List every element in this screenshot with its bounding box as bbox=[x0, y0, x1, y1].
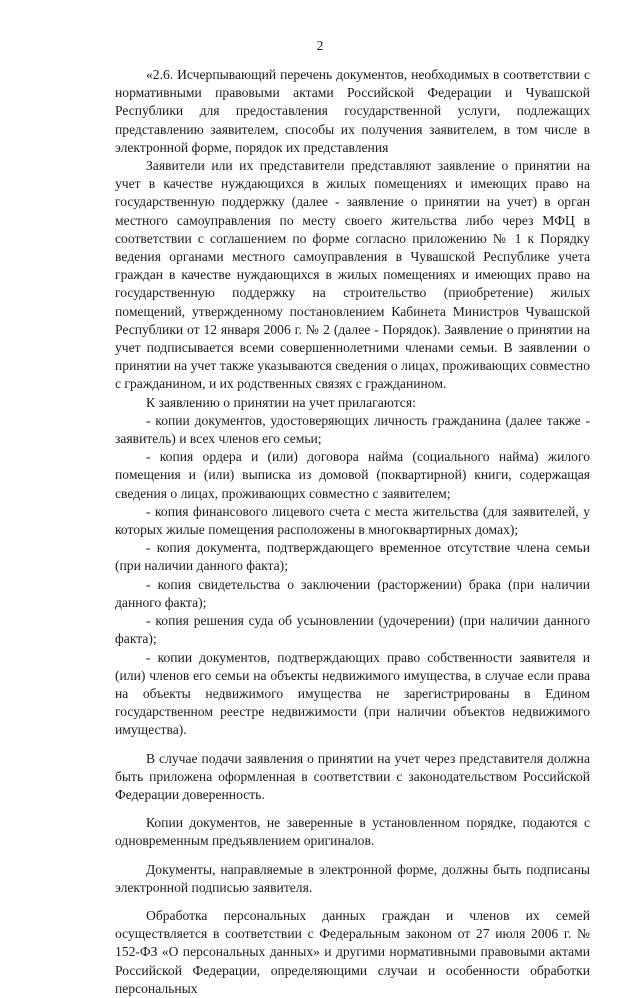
paragraph-representative: В случае подачи заявления о принятии на учет через представителя должна быть приложена оформленная в соответствии с законодательством Российской Федерации доверенность. bbox=[115, 750, 590, 802]
paragraph-electronic: Документы, направляемые в электронной форме, должны быть подписаны электронной подписью заявителя. bbox=[115, 861, 590, 895]
list-item: - копии документов, удостоверяющих личность гражданина (далее также - заявитель) и всех членов его семьи; bbox=[115, 412, 590, 447]
paragraph-personal-data: Обработка персональных данных граждан и членов их семей осуществляется в соответствии с Федеральным законом от 27 июля 2006 г. № 152-ФЗ «О персональных данных» и другими нормативными правовыми актами Российской Федерации, определяющими случаи и особенности обработки персональных bbox=[115, 907, 590, 996]
page-number: 2 bbox=[316, 38, 324, 53]
list-item: - копии документов, подтверждающих право собственности заявителя и (или) членов его семьи на объекты недвижимого имущества, в случае если права на объекты недвижимого имущества не зарегистрированы в Едином государственном реестре недвижимости (при наличии объектов недвижимого имущества). bbox=[115, 649, 590, 738]
document-body bbox=[115, 66, 590, 998]
paragraph-attachments-intro: К заявлению о принятии на учет прилагаются: bbox=[146, 394, 416, 410]
list-item: - копия финансового лицевого счета с места жительства (для заявителей, у которых жилые помещения расположены в многоквартирных домах); bbox=[115, 503, 590, 538]
list-item: - копия документа, подтверждающего временное отсутствие члена семьи (при наличии данного факта); bbox=[115, 540, 590, 574]
list-item: - копия ордера и (или) договора найма (социального найма) жилого помещения и (или) выписка из домовой (поквартирной) книги, содержащая сведения о лицах, проживающих совместно с заявителем; bbox=[115, 449, 590, 501]
paragraph-copies: Копии документов, не заверенные в установленном порядке, подаются с одновременным предъявлением оригиналов. bbox=[115, 815, 590, 849]
list-item: - копия свидетельства о заключении (расторжении) брака (при наличии данного факта); bbox=[115, 576, 590, 610]
list-item: - копия решения суда об усыновлении (удочерении) (при наличии данного факта); bbox=[115, 613, 590, 647]
paragraph-applicants: Заявители или их представители представляют заявление о принятии на учет в качестве нуждающихся в жилых помещениях и имеющих право на государственную поддержку (далее - заявление о принятии на учет) в орган местного самоуправления по месту своего жительства либо через МФЦ в соответствии с соглашением по форме согласно приложению № 1 к Порядку ведения органами местного самоуправления в Чувашской Республике учета граждан в качестве нуждающихся в жилых помещениях и имеющих право на государственную поддержку на строительство (приобретение) жилых помещений, утвержденному постановлением Кабинета Министров Чувашской Республики от 12 января 2006 г. № 2 (далее - Порядок). Заявление о принятии на учет подписывается всеми совершеннолетними членами семьи. В заявлении о принятии на учет также указываются сведения о лицах, проживающих совместно с гражданином, и их родственных связях с гражданином. bbox=[115, 158, 590, 392]
section-heading-paragraph: «2.6. Исчерпывающий перечень документов, необходимых в соответствии с нормативными правовыми актами Российской Федерации и Чувашской Республики для предоставления государственной услуги, подлежащих представлению заявителем, способы их получения заявителем, в том числе в электронной форме, порядок их представления bbox=[115, 67, 590, 155]
